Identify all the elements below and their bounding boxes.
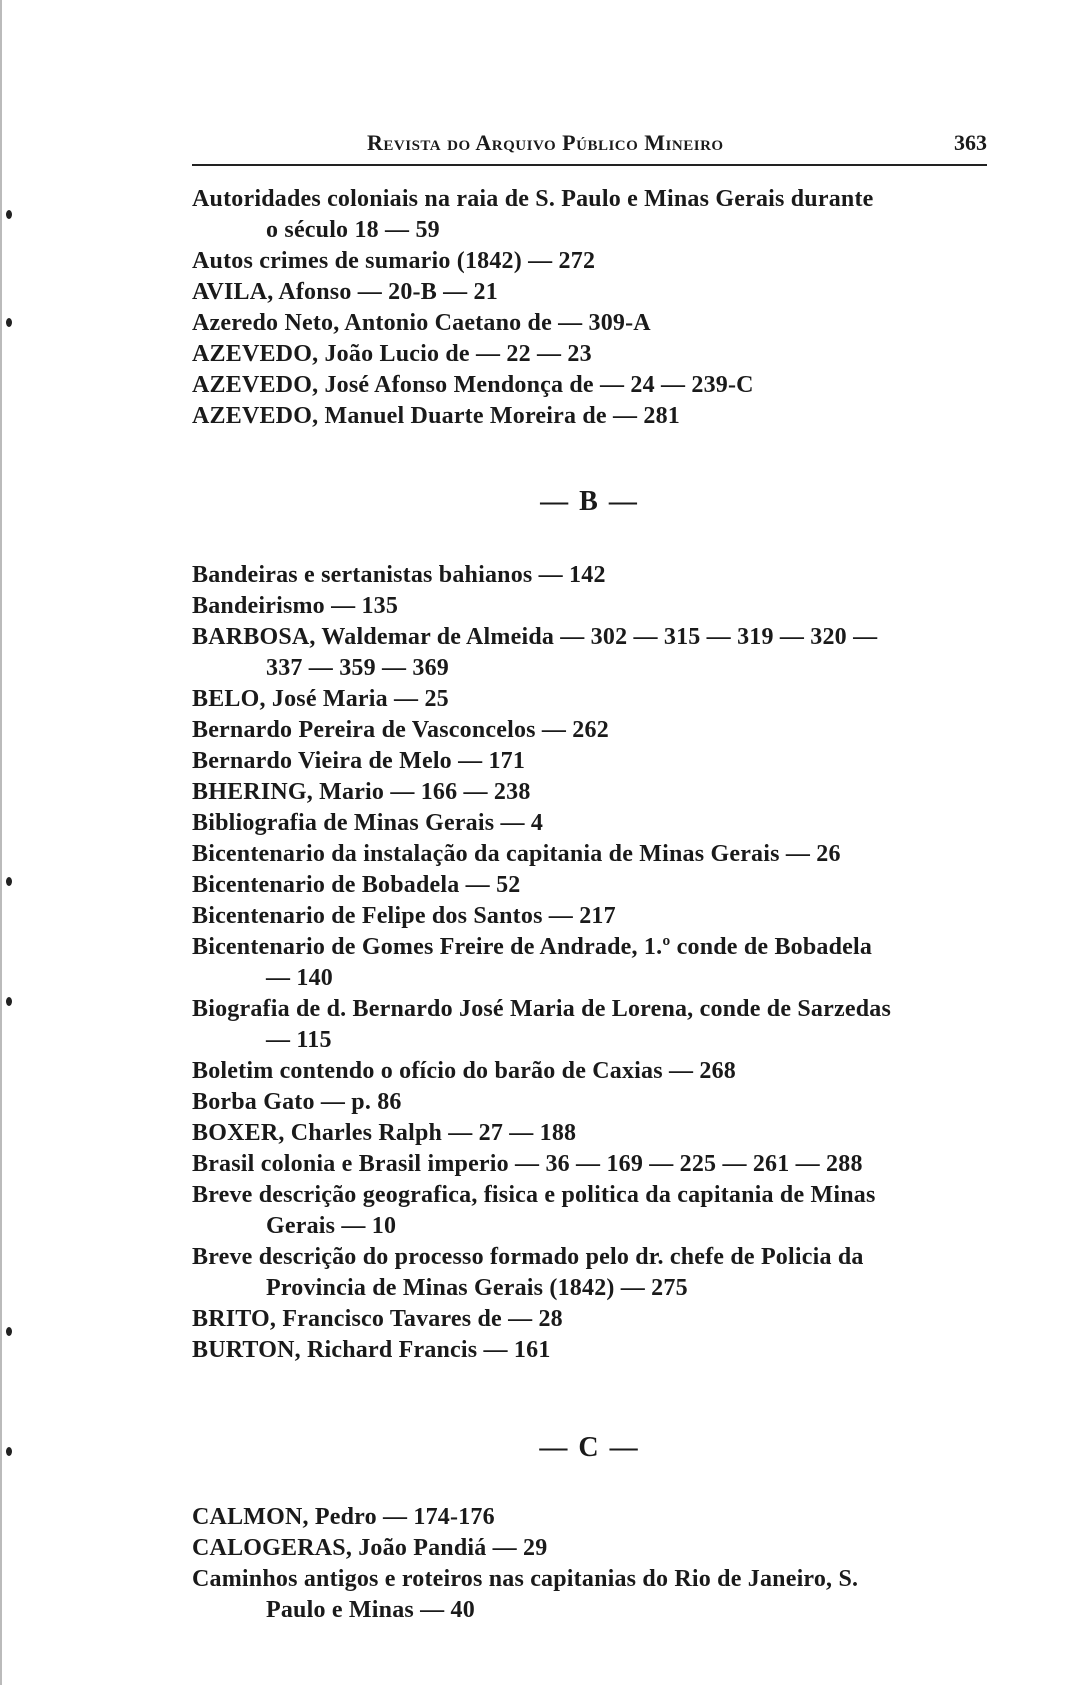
entry-text: AVILA, Afonso — 20-B — 21 (192, 279, 498, 305)
entry-text: BURTON, Richard Francis — 161 (192, 1337, 551, 1363)
index-entry (192, 1335, 987, 1366)
entry-text: Boletim contendo o ofício do barão de Caxias — 268 (192, 1058, 736, 1084)
entry-continuation: Paulo e Minas — 40 (266, 1597, 475, 1623)
entry-text: Bicentenario de Felipe dos Santos — 217 (192, 903, 616, 929)
entry-text: Biografia de d. Bernardo José Maria de Lorena, conde de Sarzedas (192, 996, 891, 1022)
entry-text: Bibliografia de Minas Gerais — 4 (192, 810, 544, 836)
entry-text: BHERING, Mario — 166 — 238 (192, 779, 531, 805)
entry-text: CALOGERAS, João Pandiá — 29 (192, 1535, 548, 1561)
entry-text: BARBOSA, Waldemar de Almeida — 302 — 315 — 319 — 320 — (192, 624, 878, 650)
section-divider-c: — C — (539, 1432, 640, 1463)
index-entry (192, 746, 987, 777)
index-entry (192, 808, 987, 839)
index-entry (192, 839, 987, 870)
index-entry (192, 591, 987, 622)
entry-text: CALMON, Pedro — 174-176 (192, 1504, 495, 1530)
entry-text: Bicentenario da instalação da capitania de Minas Gerais — 26 (192, 841, 841, 867)
index-entry (192, 1564, 987, 1626)
entry-text: AZEVEDO, Manuel Duarte Moreira de — 281 (192, 403, 680, 429)
entry-text: Bernardo Vieira de Melo — 171 (192, 748, 526, 774)
index-entry (192, 1087, 987, 1118)
entry-text: Bandeiras e sertanistas bahianos — 142 (192, 562, 606, 588)
entry-text: BRITO, Francisco Tavares de — 28 (192, 1306, 563, 1332)
entry-text: Bicentenario de Bobadela — 52 (192, 872, 521, 898)
index-entry (192, 1056, 987, 1087)
entry-continuation: 337 — 359 — 369 (266, 655, 449, 681)
index-entry (192, 1502, 987, 1533)
entry-continuation: o século 18 — 59 (266, 217, 440, 243)
index-entry (192, 184, 987, 246)
index-entry (192, 777, 987, 808)
index-entry (192, 1242, 987, 1304)
entry-text: Borba Gato — p. 86 (192, 1089, 402, 1115)
entry-text: Caminhos antigos e roteiros nas capitanias do Rio de Janeiro, S. (192, 1566, 859, 1592)
journal-title: Revista do Arquivo Público Mineiro (367, 130, 724, 155)
entry-continuation: — 115 (266, 1027, 332, 1053)
section-divider-b: — B — (540, 486, 639, 517)
index-entry (192, 401, 987, 432)
entry-text: Breve descrição do processo formado pelo dr. chefe de Policia da (192, 1244, 864, 1270)
index-entry (192, 870, 987, 901)
entry-text: BELO, José Maria — 25 (192, 686, 449, 712)
entry-continuation: Gerais — 10 (266, 1213, 397, 1239)
index-section-c (192, 1502, 987, 1626)
index-entry (192, 1304, 987, 1335)
margin-mark (6, 318, 12, 327)
entry-text: AZEVEDO, José Afonso Mendonça de — 24 — 239-C (192, 372, 754, 398)
entry-text: BOXER, Charles Ralph — 27 — 188 (192, 1120, 577, 1146)
index-section-b (192, 560, 987, 1366)
index-entry (192, 246, 987, 277)
index-entry (192, 622, 987, 684)
margin-mark (6, 1327, 12, 1336)
page-number: 363 (954, 130, 987, 155)
page-edge (0, 0, 2, 1685)
entry-text: Bandeirismo — 135 (192, 593, 399, 619)
margin-mark (6, 210, 12, 219)
index-entry (192, 339, 987, 370)
index-entry (192, 715, 987, 746)
entry-text: Azeredo Neto, Antonio Caetano de — 309-A (192, 310, 651, 336)
entry-text: AZEVEDO, João Lucio de — 22 — 23 (192, 341, 592, 367)
entry-text: Bicentenario de Gomes Freire de Andrade, 1.º conde de Bobadela (192, 934, 873, 960)
entry-continuation: Provincia de Minas Gerais (1842) — 275 (266, 1275, 688, 1301)
margin-mark (6, 997, 12, 1006)
index-entry (192, 277, 987, 308)
index-entry (192, 308, 987, 339)
index-entry (192, 1180, 987, 1242)
index-entry (192, 1149, 987, 1180)
margin-mark (6, 877, 12, 886)
index-entry (192, 1533, 987, 1564)
entry-text: Breve descrição geografica, fisica e politica da capitania de Minas (192, 1182, 876, 1208)
entry-text: Bernardo Pereira de Vasconcelos — 262 (192, 717, 609, 743)
entry-text: Autoridades coloniais na raia de S. Paulo e Minas Gerais durante (192, 186, 874, 212)
entry-text: Autos crimes de sumario (1842) — 272 (192, 248, 596, 274)
margin-mark (6, 1447, 12, 1456)
running-header (192, 128, 987, 166)
index-entry (192, 370, 987, 401)
index-entry (192, 684, 987, 715)
index-section-a (192, 184, 987, 432)
index-entry (192, 932, 987, 994)
index-entry (192, 994, 987, 1056)
index-entry (192, 1118, 987, 1149)
entry-continuation: — 140 (266, 965, 333, 991)
index-entry (192, 560, 987, 591)
index-entry (192, 901, 987, 932)
entry-text: Brasil colonia e Brasil imperio — 36 — 169 — 225 — 261 — 288 (192, 1151, 863, 1177)
